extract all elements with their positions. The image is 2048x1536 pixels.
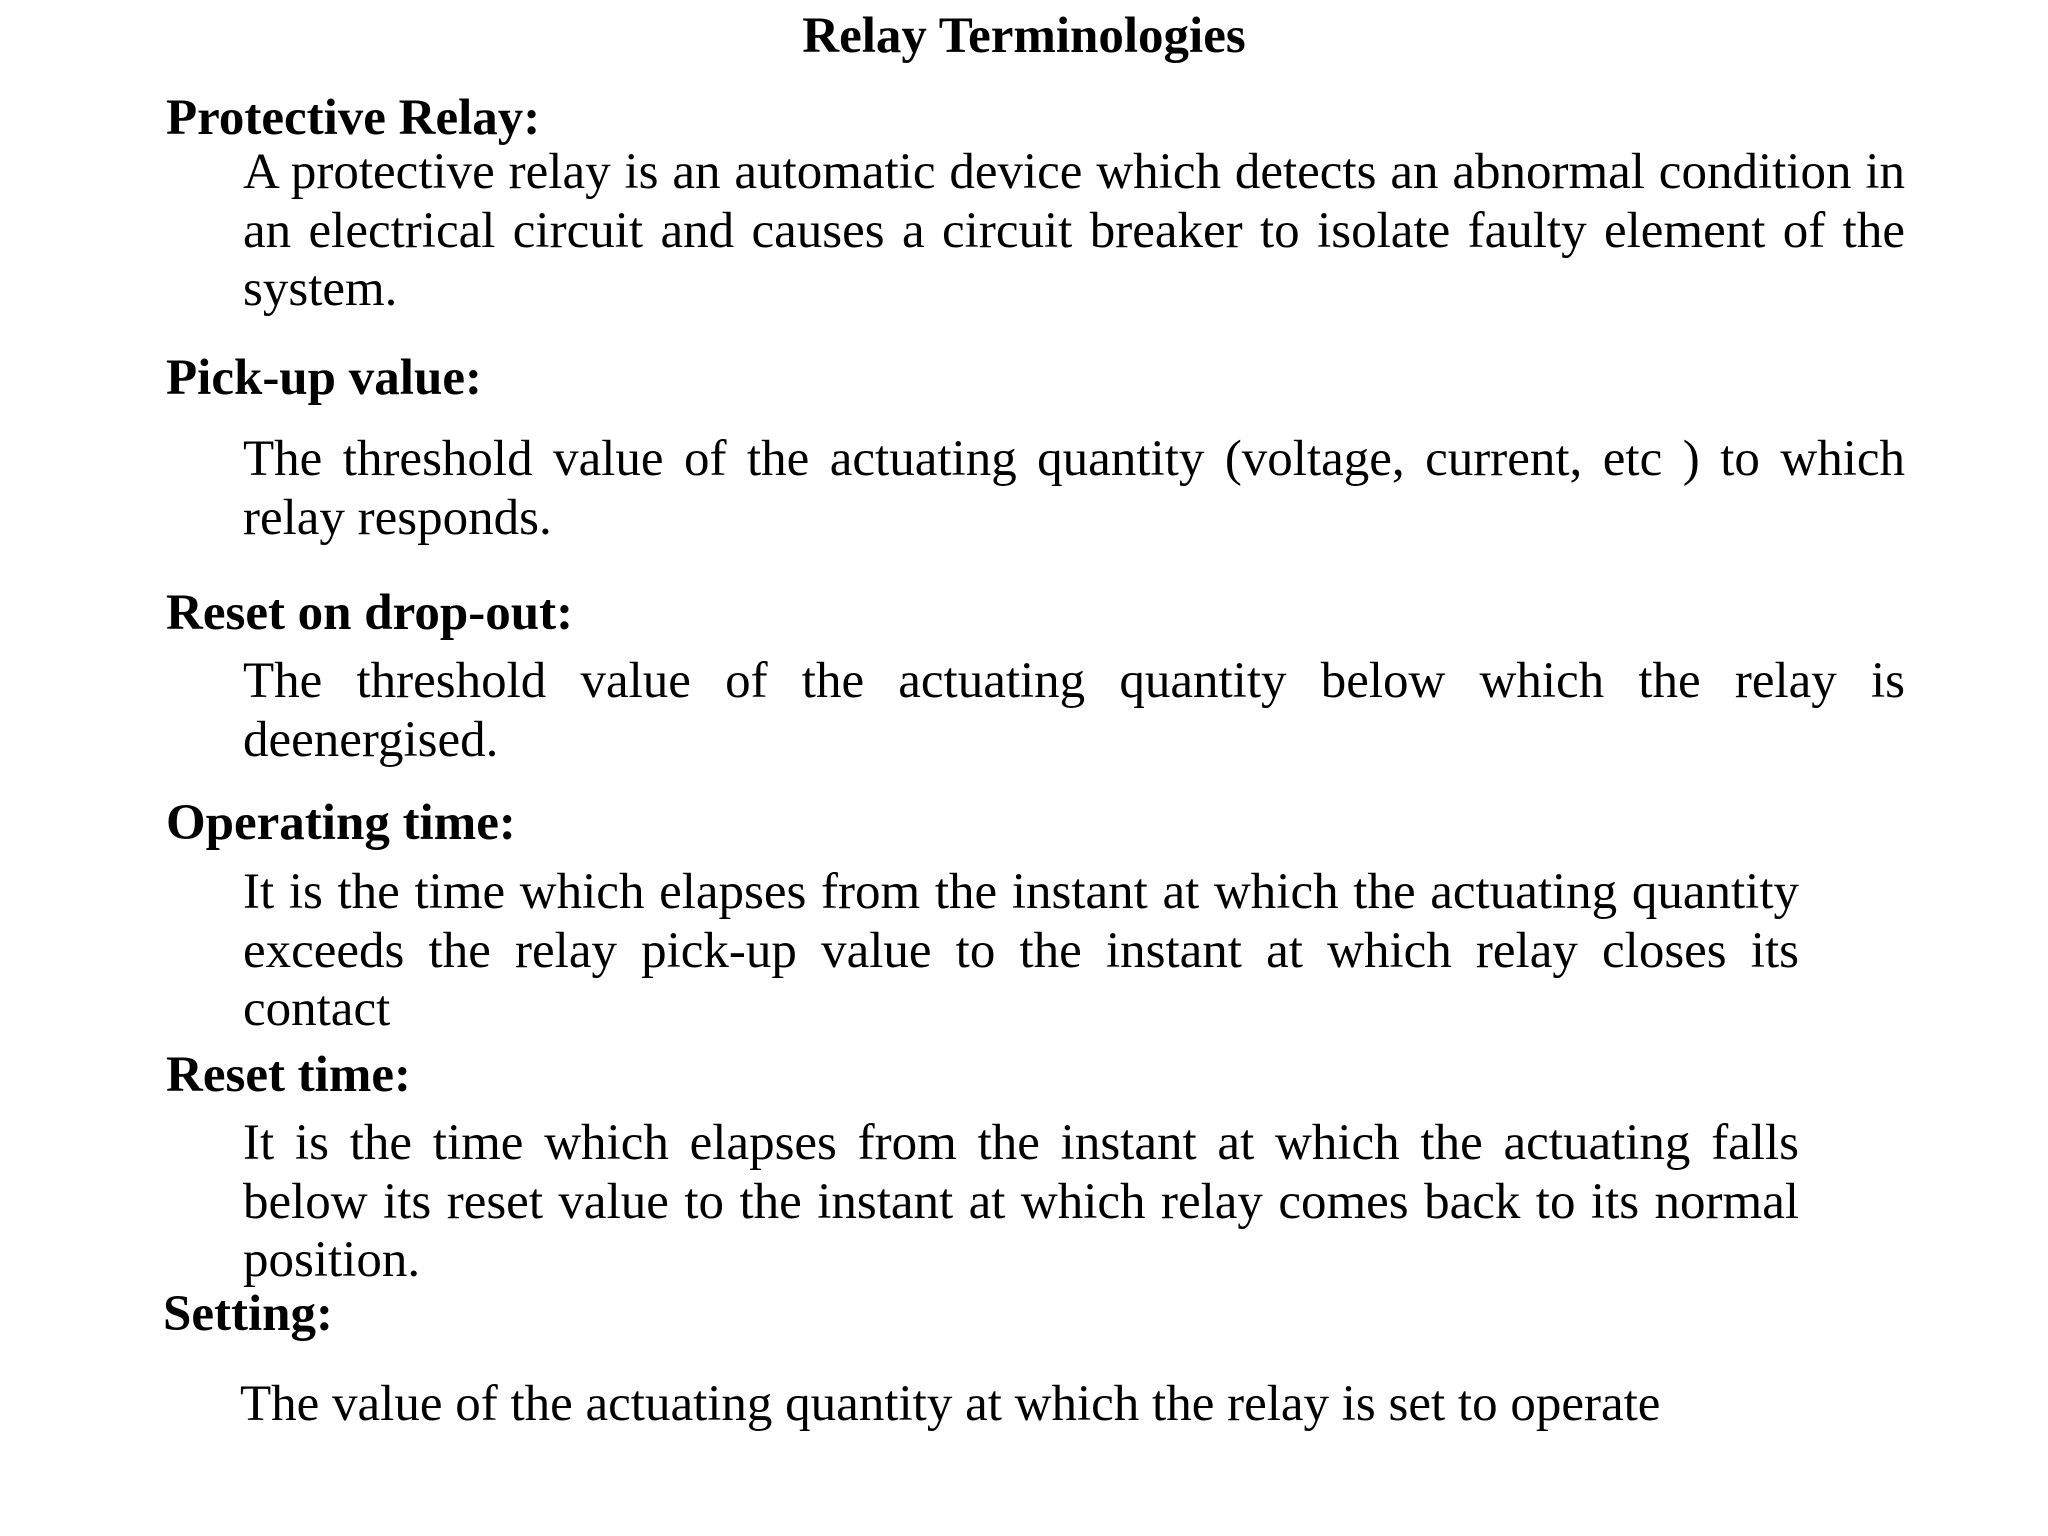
definition-operating-time: It is the time which elapses from the instant at which the actuating quantity exceeds the relay pick-up value to the instant at which relay closes its contact [243,864,1799,1037]
page-title: Relay Terminologies [802,8,1246,64]
term-reset-time: Reset time: [166,1047,411,1103]
term-setting: Setting: [163,1286,333,1342]
definition-setting: The value of the actuating quantity at which the relay is set to operate [240,1376,1661,1432]
definition-reset-on-drop-out: The threshold value of the actuating quantity below which the relay is deenergised. [243,653,1905,768]
definition-reset-time: It is the time which elapses from the instant at which the actuating falls below its reset value to the instant at which relay comes back to its normal position. [243,1115,1799,1288]
term-protective-relay: Protective Relay: [166,90,541,146]
term-pick-up-value: Pick-up value: [166,350,482,406]
term-reset-on-drop-out: Reset on drop-out: [166,585,574,641]
definition-protective-relay: A protective relay is an automatic device which detects an abnormal condition in an electrical circuit and causes a circuit breaker to isolate faulty element of the system. [243,144,1905,317]
definition-pick-up-value: The threshold value of the actuating quantity (voltage, current, etc ) to which relay responds. [243,431,1905,546]
term-operating-time: Operating time: [166,795,516,851]
